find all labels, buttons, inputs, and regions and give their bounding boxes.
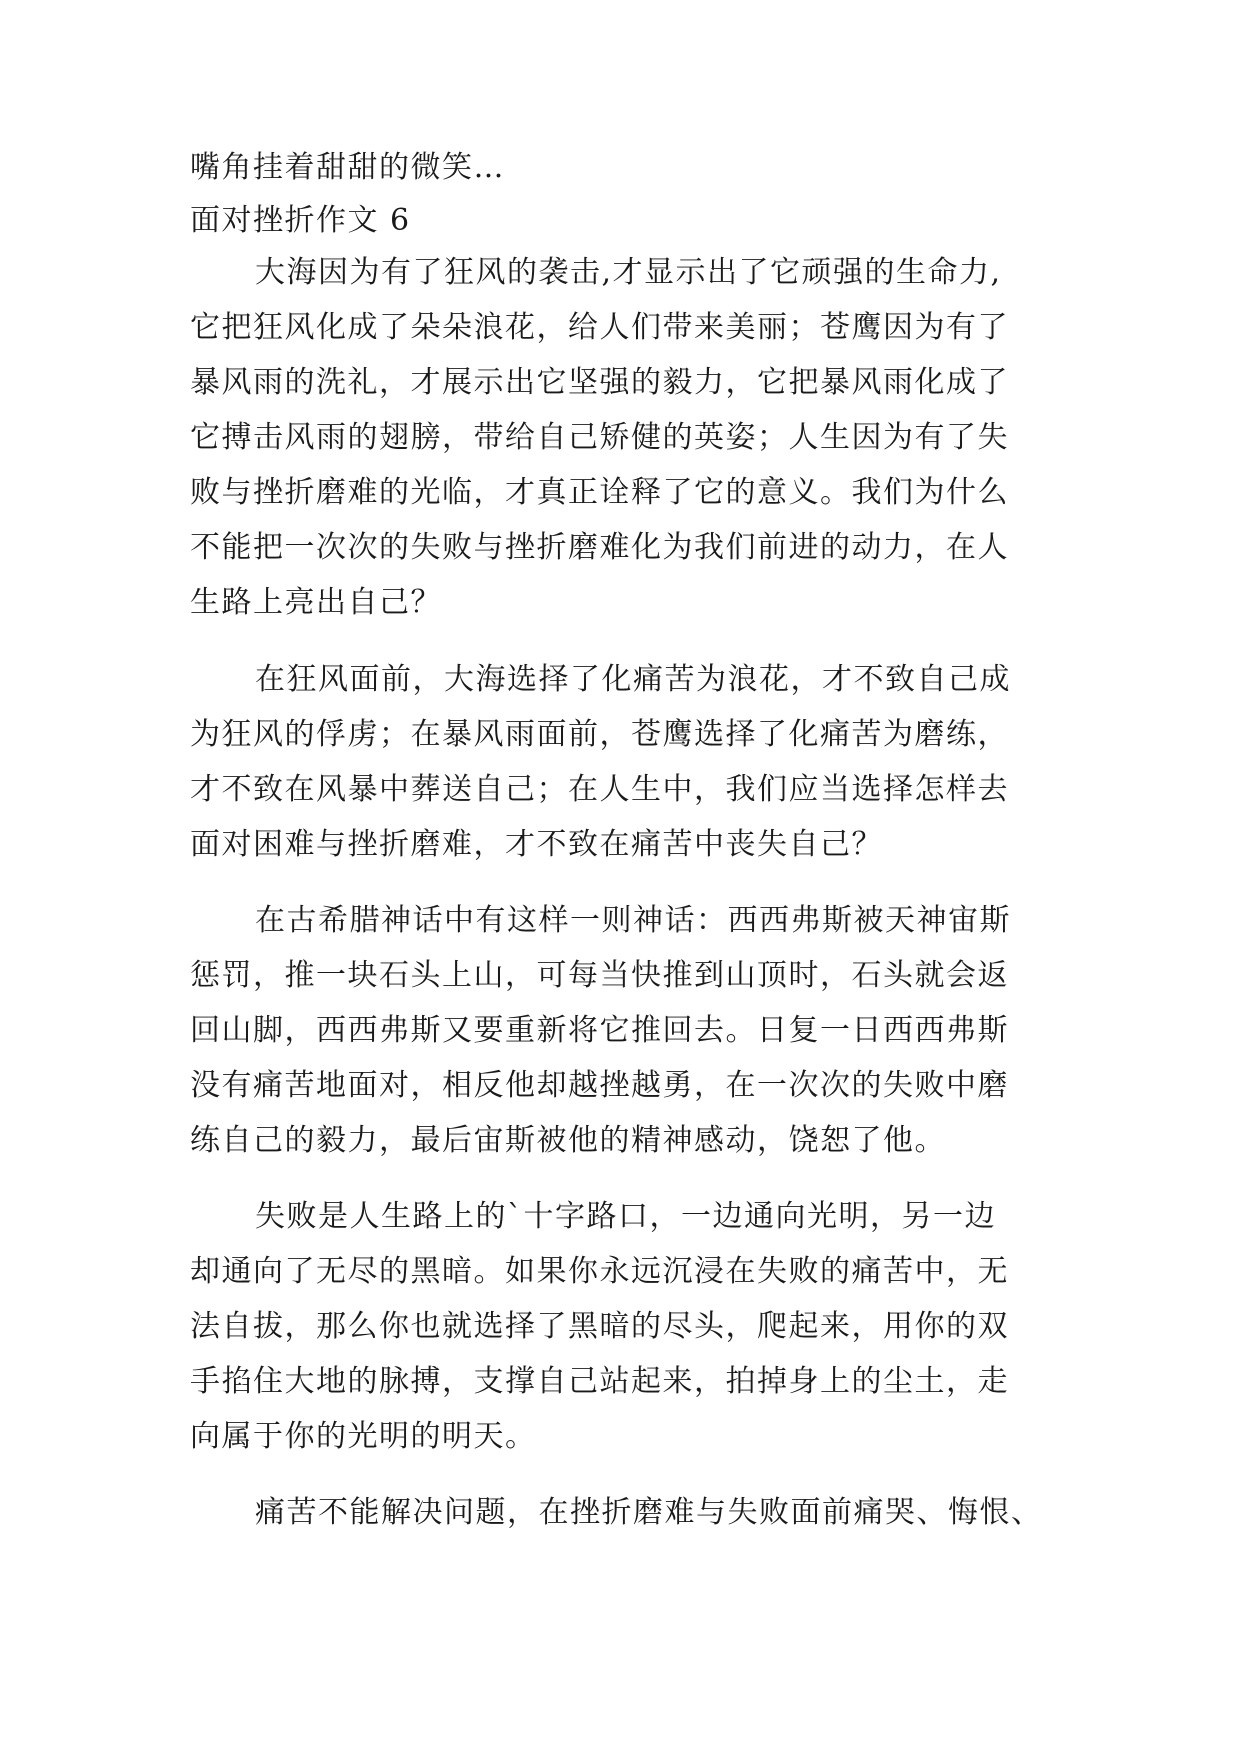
paragraph-line: 法自拔，那么你也就选择了黑暗的尽头，爬起来，用你的双	[190, 1309, 1009, 1344]
paragraph-line: 手掐住大地的脉搏，支撑自己站起来，拍掉身上的尘土，走	[190, 1364, 1009, 1399]
paragraph-line: 痛苦不能解决问题，在挫折磨难与失败面前痛哭、悔恨、	[255, 1495, 1043, 1530]
paragraph-line: 大海因为有了狂风的袭击,才显示出了它顽强的生命力,	[255, 255, 1002, 290]
paragraph-line: 在狂风面前，大海选择了化痛苦为浪花，才不致自己成	[255, 662, 1011, 697]
paragraph-line: 却通向了无尽的黑暗。如果你永远沉浸在失败的痛苦中，无	[190, 1254, 1009, 1289]
paragraph-line: 惩罚，推一块石头上山，可每当快推到山顶时，石头就会返	[190, 958, 1009, 993]
section-heading: 面对挫折作文 6	[190, 203, 411, 238]
paragraph-line: 才不致在风暴中葬送自己；在人生中，我们应当选择怎样去	[190, 772, 1009, 807]
paragraph-line: 面对困难与挫折磨难，才不致在痛苦中丧失自己？	[190, 827, 883, 862]
paragraph-line: 它把狂风化成了朵朵浪花，给人们带来美丽；苍鹰因为有了	[190, 310, 1009, 345]
paragraph-line: 失败是人生路上的`十字路口，一边通向光明，另一边	[255, 1199, 996, 1234]
paragraph-line: 向属于你的光明的明天。	[190, 1419, 537, 1454]
paragraph-line: 暴风雨的洗礼，才展示出它坚强的毅力，它把暴风雨化成了	[190, 365, 1009, 400]
paragraph-line: 它搏击风雨的翅膀，带给自己矫健的英姿；人生因为有了失	[190, 420, 1009, 455]
paragraph-line: 为狂风的俘虏；在暴风雨面前，苍鹰选择了化痛苦为磨练，	[190, 717, 1009, 752]
paragraph-line: 在古希腊神话中有这样一则神话：西西弗斯被天神宙斯	[255, 903, 1011, 938]
paragraph-line: 不能把一次次的失败与挫折磨难化为我们前进的动力，在人	[190, 530, 1009, 565]
paragraph-line: 没有痛苦地面对，相反他却越挫越勇，在一次次的失败中磨	[190, 1068, 1009, 1103]
paragraph-line: 败与挫折磨难的光临，才真正诠释了它的意义。我们为什么	[190, 475, 1009, 510]
paragraph-line: 生路上亮出自己？	[190, 585, 442, 620]
paragraph-line: 回山脚，西西弗斯又要重新将它推回去。日复一日西西弗斯	[190, 1013, 1009, 1048]
text-line: 嘴角挂着甜甜的微笑…	[190, 150, 505, 185]
paragraph-line: 练自己的毅力，最后宙斯被他的精神感动，饶恕了他。	[190, 1123, 946, 1158]
